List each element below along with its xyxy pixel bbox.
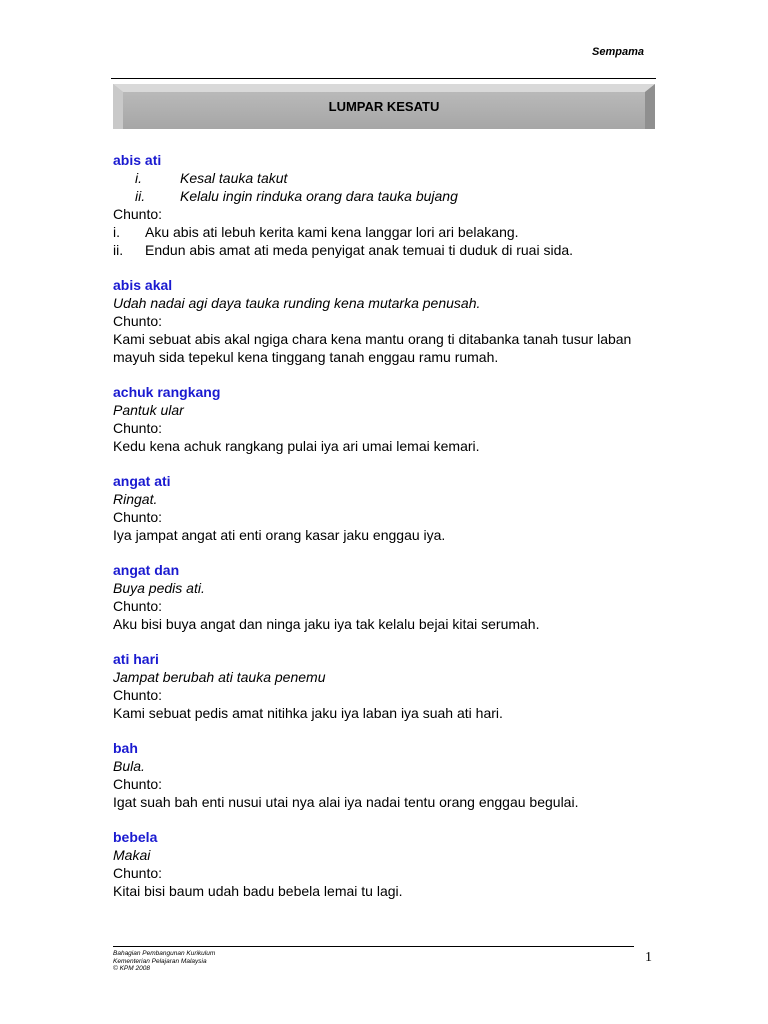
entry-term: bah — [113, 740, 138, 756]
entry-meaning: Udah nadai agi daya tauka runding kena mutarka penusah. — [113, 295, 481, 311]
dictionary-entry — [113, 561, 658, 633]
example-label: Chunto: — [113, 509, 163, 525]
entry-meaning: Makai — [113, 847, 151, 863]
example-text: Aku abis ati lebuh kerita kami kena langgar lori ari belakang. — [145, 224, 519, 240]
footer-line-copyright: © KPM 2008 — [113, 965, 150, 972]
entry-term: abis akal — [113, 277, 173, 293]
entry-term: abis ati — [113, 152, 162, 168]
meaning-text: Kelalu ingin rinduka orang dara tauka bujang — [180, 188, 458, 204]
entry-term: angat ati — [113, 473, 171, 489]
meaning-number: i. — [135, 170, 142, 186]
entry-meaning: Buya pedis ati. — [113, 580, 205, 596]
page-number: 1 — [645, 950, 652, 965]
example-label: Chunto: — [113, 598, 163, 614]
entry-meaning: Ringat. — [113, 491, 158, 507]
dictionary-entry — [113, 383, 658, 455]
entry-term: bebela — [113, 829, 158, 845]
example-label: Chunto: — [113, 206, 163, 222]
example-number: ii. — [113, 242, 124, 258]
example-text: Kami sebuat abis akal ngiga chara kena mantu orang ti ditabanka tanah tusur laban mayuh sida tepekul kena tinggang tanah enggau ramu rumah. — [113, 331, 632, 365]
dictionary-entry — [113, 828, 658, 900]
dictionary-entry — [113, 739, 658, 811]
dictionary-entry — [113, 650, 658, 722]
example-text: Kitai bisi baum udah badu bebela lemai tu lagi. — [113, 883, 403, 899]
example-list-item — [113, 241, 658, 259]
entry-term: ati hari — [113, 651, 159, 667]
example-text: Kedu kena achuk rangkang pulai iya ari umai lemai kemari. — [113, 438, 480, 454]
entry-term: achuk rangkang — [113, 384, 221, 400]
entry-term: angat dan — [113, 562, 180, 578]
example-label: Chunto: — [113, 776, 163, 792]
dictionary-entry — [113, 276, 658, 366]
dictionary-entry — [113, 151, 658, 259]
example-label: Chunto: — [113, 313, 163, 329]
dictionary-content — [113, 151, 658, 917]
example-text: Aku bisi buya angat dan ninga jaku iya tak kelalu bejai kitai serumah. — [113, 616, 540, 632]
footer-rule — [113, 946, 634, 947]
running-header-title: Sempama — [592, 46, 644, 58]
chapter-banner — [113, 84, 655, 129]
footer-credits — [113, 950, 215, 973]
example-text: Kami sebuat pedis amat nitihka jaku iya laban iya suah ati hari. — [113, 705, 503, 721]
meaning-text: Kesal tauka takut — [180, 170, 288, 186]
meaning-number: ii. — [135, 188, 146, 204]
example-label: Chunto: — [113, 865, 163, 881]
example-list-item — [113, 223, 658, 241]
entry-meaning: Pantuk ular — [113, 402, 184, 418]
example-text: Iya jampat angat ati enti orang kasar jaku enggau iya. — [113, 527, 446, 543]
meaning-list-item — [113, 187, 658, 205]
entry-meaning: Jampat berubah ati tauka penemu — [113, 669, 326, 685]
entry-meaning: Bula. — [113, 758, 145, 774]
meaning-list-item — [113, 169, 658, 187]
footer-line-division: Bahagian Pembangunan Kurikulum — [113, 950, 216, 957]
header-rule — [111, 78, 656, 79]
dictionary-entry — [113, 472, 658, 544]
example-text: Endun abis amat ati meda penyigat anak temuai ti duduk di ruai sida. — [145, 242, 574, 258]
example-label: Chunto: — [113, 687, 163, 703]
example-number: i. — [113, 224, 120, 240]
example-text: Igat suah bah enti nusui utai nya alai iya nadai tentu orang enggau begulai. — [113, 794, 579, 810]
example-label: Chunto: — [113, 420, 163, 436]
chapter-title: LUMPAR KESATU — [328, 99, 440, 114]
footer-line-ministry: Kementerian Pelajaran Malaysia — [113, 957, 207, 965]
